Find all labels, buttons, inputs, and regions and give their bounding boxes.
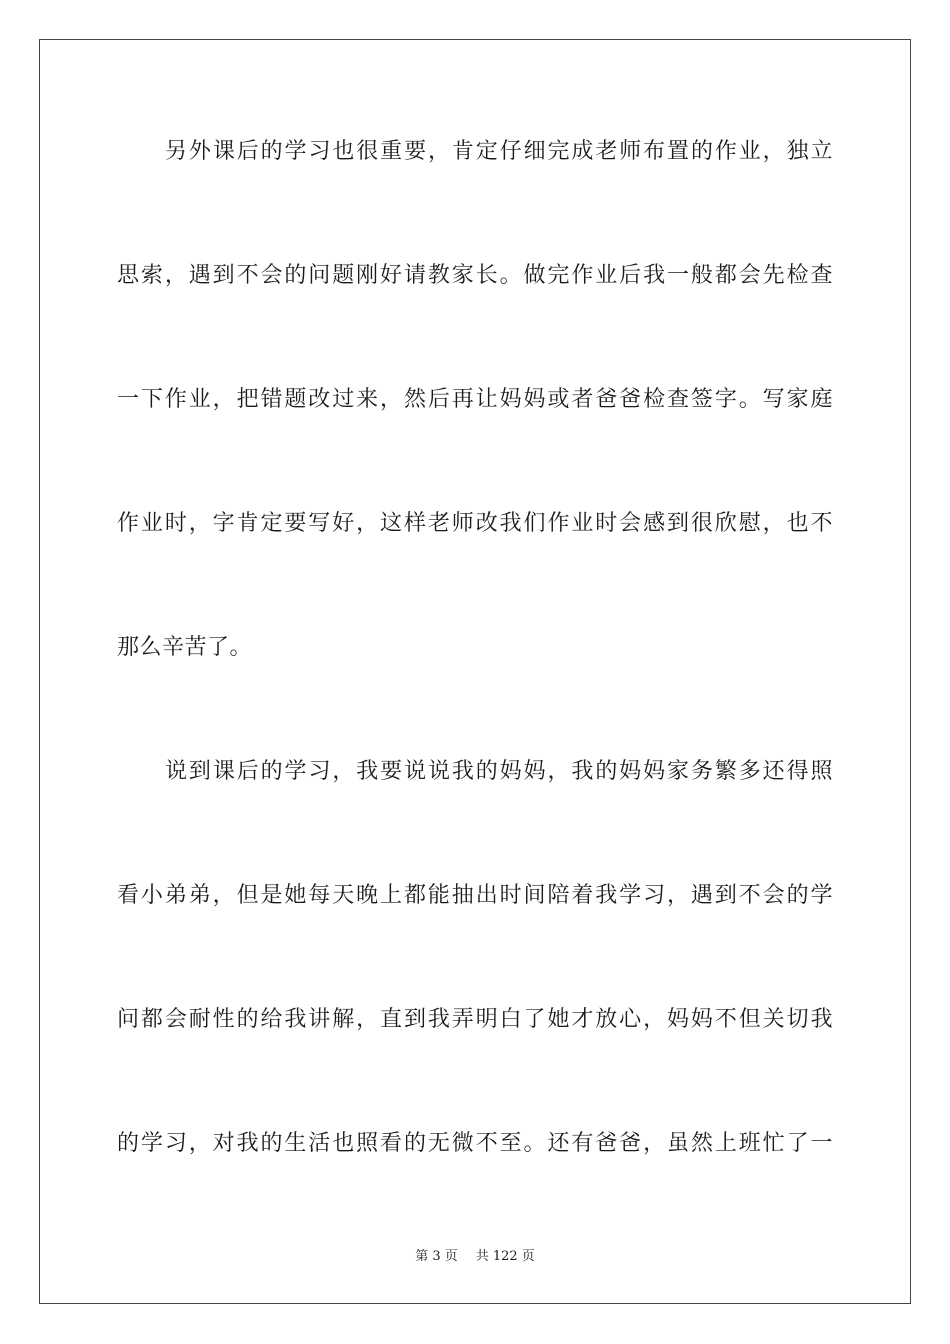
- paragraph-1-line-4: 作业时，字肯定要写好，这样老师改我们作业时会感到很欣慰，也不: [117, 511, 833, 536]
- paragraph-2-line-3: 问都会耐性的给我讲解，直到我弄明白了她才放心，妈妈不但关切我: [117, 1007, 833, 1032]
- paragraph-2-line-2: 看小弟弟，但是她每天晚上都能抽出时间陪着我学习，遇到不会的学: [117, 883, 833, 908]
- page-frame: [39, 39, 911, 1304]
- paragraph-1-line-1: 另外课后的学习也很重要，肯定仔细完成老师布置的作业，独立: [165, 139, 833, 164]
- paragraph-1-line-5: 那么辛苦了。: [117, 635, 253, 660]
- paragraph-1-line-3: 一下作业，把错题改过来，然后再让妈妈或者爸爸检查签字。写家庭: [117, 387, 833, 412]
- paragraph-2-line-4: 的学习，对我的生活也照看的无微不至。还有爸爸，虽然上班忙了一: [117, 1131, 833, 1156]
- total-pages: 共 122 页: [475, 1249, 535, 1264]
- paragraph-1-line-2: 思索，遇到不会的问题刚好请教家长。做完作业后我一般都会先检查: [117, 263, 833, 288]
- paragraph-2-line-1: 说到课后的学习，我要说说我的妈妈，我的妈妈家务繁多还得照: [165, 759, 833, 784]
- page-footer: [0, 1248, 950, 1266]
- page-number: 第 3 页: [415, 1249, 458, 1264]
